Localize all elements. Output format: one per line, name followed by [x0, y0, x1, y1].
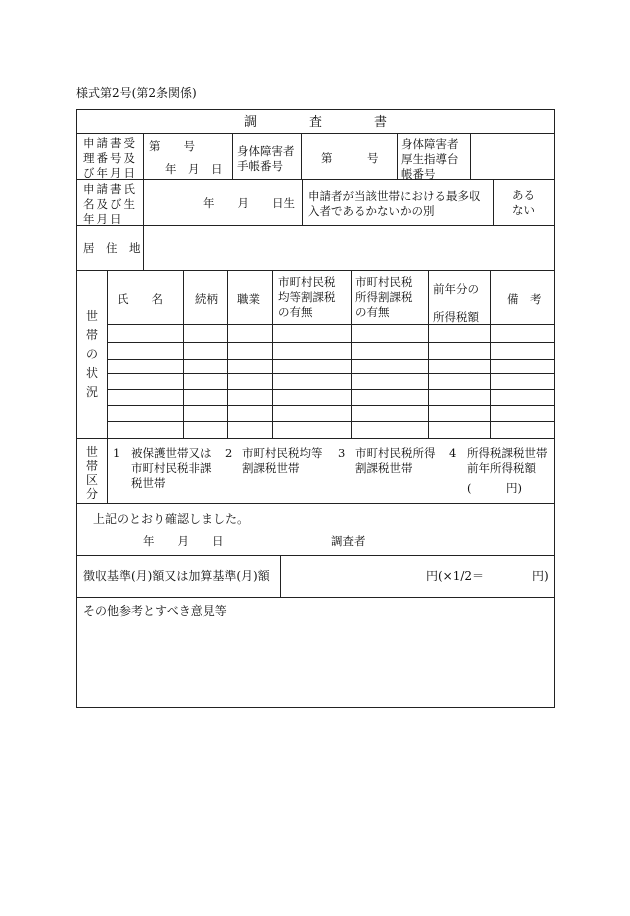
- disability-handbook-number[interactable]: 第 号: [321, 151, 379, 165]
- application-date-field[interactable]: 年 月 日: [165, 162, 223, 176]
- applicant-name-label: 申請書氏 名及び生 年月日: [83, 182, 137, 226]
- standard-amount-value[interactable]: 円(×1/2＝ 円): [426, 569, 549, 583]
- form-number-label: 様式第2号(第2条関係): [76, 86, 197, 100]
- header-occupation: 職業: [237, 292, 260, 306]
- investigator-label: 調査者: [331, 534, 366, 548]
- header-remarks: 備 考: [507, 292, 542, 306]
- survey-form: [76, 109, 555, 708]
- birth-date-field[interactable]: 年 月 日生: [203, 196, 295, 210]
- standard-amount-label: 徴収基準(月)額又は加算基準(月)額: [83, 569, 270, 583]
- residence-label: 居 住 地: [83, 241, 141, 255]
- application-number-label: 申請書受 理番号及 び年月日: [83, 136, 137, 180]
- category-option-3[interactable]: 3 市町村民税所得 割課税世帯: [338, 446, 436, 475]
- disability-handbook-label: 身体障害者 手帳番号: [237, 144, 295, 173]
- confirmation-date[interactable]: 年 月 日: [143, 534, 224, 548]
- header-municipal-tax-income: 市町村民税 所得割課税 の有無: [355, 275, 413, 319]
- header-relation: 続柄: [195, 292, 218, 306]
- form-title: 調 査 書: [243, 115, 387, 130]
- header-municipal-tax-equal: 市町村民税 均等割課税 の有無: [278, 275, 336, 319]
- header-name: 氏 名: [117, 292, 163, 306]
- header-prev-year-tax: 前年分の 所得税額: [433, 282, 479, 324]
- category-option-4[interactable]: 4 所得税課税世帯 前年所得税額 ( 円): [449, 446, 548, 495]
- category-option-1[interactable]: 1 被保護世帯又は 市町村民税非課 税世帯: [113, 446, 212, 490]
- welfare-ledger-label: 身体障害者 厚生指導台 帳番号: [401, 137, 459, 181]
- confirmation-text: 上記のとおり確認しました。: [93, 512, 250, 526]
- max-income-question: 申請者が当該世帯における最多収 入者であるかないかの別: [308, 189, 481, 218]
- answer-options[interactable]: ある ない: [512, 188, 535, 217]
- household-status-label: 世帯の状況: [85, 309, 98, 399]
- application-number-field[interactable]: 第 号: [149, 139, 195, 153]
- other-comments-label: その他参考とすべき意見等: [83, 604, 227, 618]
- household-category-label: 世帯区分: [85, 445, 98, 501]
- category-option-2[interactable]: 2 市町村民税均等 割課税世帯: [225, 446, 323, 475]
